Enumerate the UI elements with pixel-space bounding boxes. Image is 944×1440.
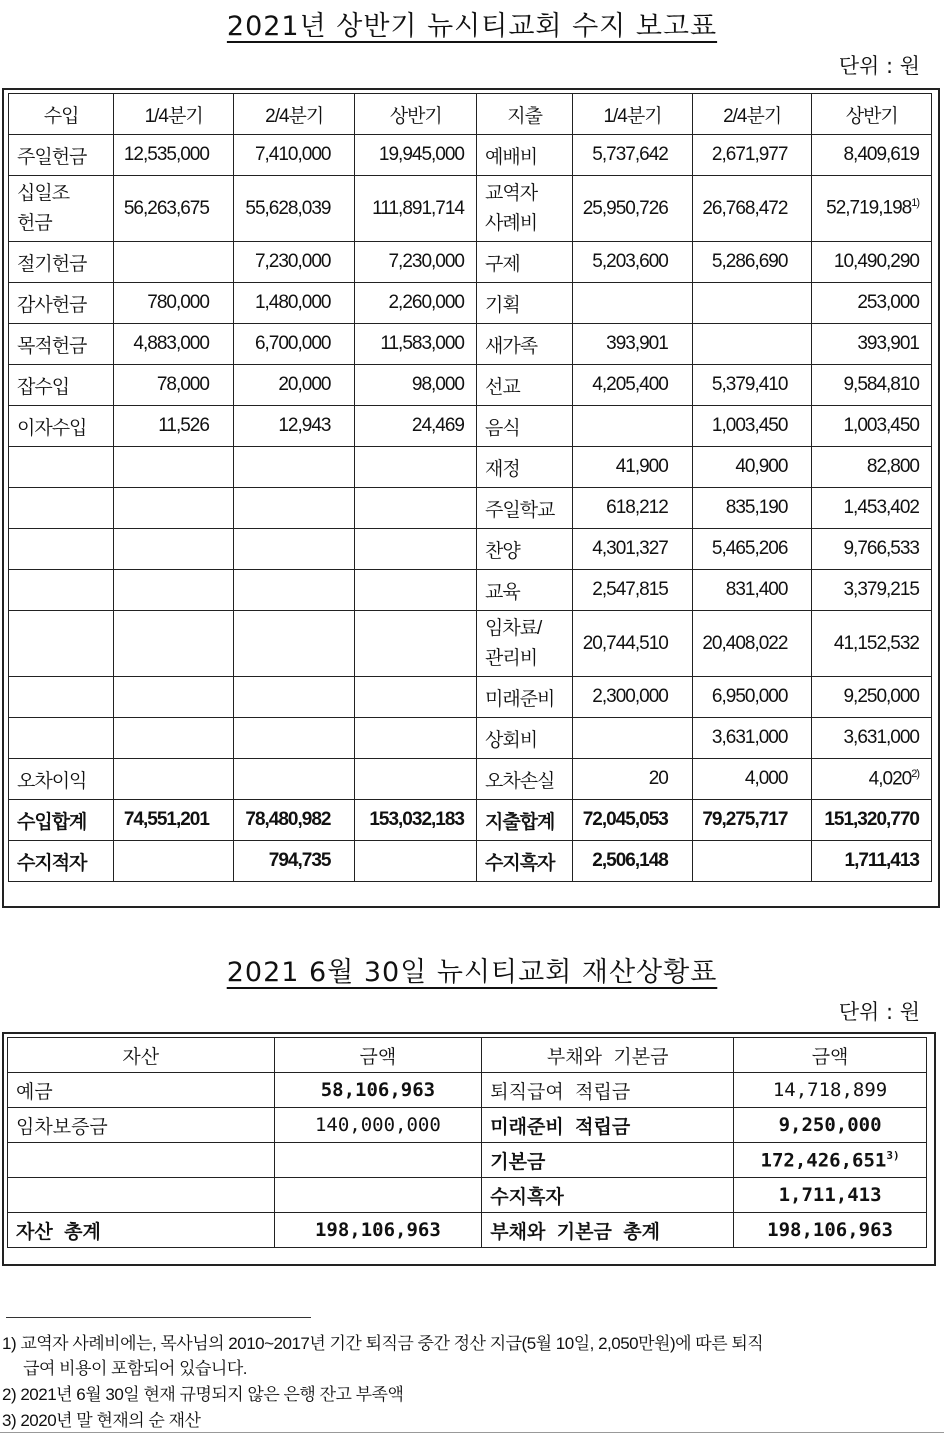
amount-cell <box>233 447 355 488</box>
row-label: 지출합계 <box>477 800 573 841</box>
amount-cell: 20 <box>573 759 693 800</box>
column-header: 2/4분기 <box>233 94 355 135</box>
amount-cell: 2,260,000 <box>355 283 477 324</box>
row-label: 주일학교 <box>477 488 573 529</box>
amount-cell <box>114 242 234 283</box>
amount-cell: 26,768,472 <box>692 176 812 242</box>
table-row <box>8 1178 927 1213</box>
amount-cell <box>233 529 355 570</box>
amount-cell: 4,301,327 <box>573 529 693 570</box>
asset-table <box>7 1037 927 1248</box>
row-label: 교역자 사례비 <box>477 176 573 242</box>
amount-cell: 20,408,022 <box>692 611 812 677</box>
table-row <box>9 488 932 529</box>
table-row <box>9 365 932 406</box>
report1-unit: 단위 : 원 <box>838 54 920 78</box>
footnote-3: 3) 2020년 말 현재의 순 재산 <box>2 1411 201 1430</box>
amount-cell: 4,883,000 <box>114 324 234 365</box>
amount-cell: 9,766,533 <box>812 529 932 570</box>
row-label: 부채와 기본금 총계 <box>482 1213 734 1248</box>
row-label: 재정 <box>477 447 573 488</box>
amount-cell: 5,737,642 <box>573 135 693 176</box>
row-label: 찬양 <box>477 529 573 570</box>
amount-cell: 7,230,000 <box>355 242 477 283</box>
row-label: 구제 <box>477 242 573 283</box>
row-label: 기획 <box>477 283 573 324</box>
amount-cell: 1,711,413 <box>734 1178 927 1213</box>
row-label: 퇴직급여 적립금 <box>482 1073 734 1108</box>
amount-cell: 780,000 <box>114 283 234 324</box>
amount-cell: 831,400 <box>692 570 812 611</box>
table-row <box>9 611 932 677</box>
table-row <box>9 759 932 800</box>
row-label: 예배비 <box>477 135 573 176</box>
amount-cell: 1,003,450 <box>692 406 812 447</box>
footnote-mark: 1) <box>911 197 919 210</box>
table-row <box>9 570 932 611</box>
amount-cell <box>355 447 477 488</box>
amount-cell: 52,719,198$^{1)}$ <box>812 176 932 242</box>
table-row <box>9 718 932 759</box>
row-label: 이자수입 <box>9 406 114 447</box>
row-label: 수지적자 <box>9 841 114 882</box>
row-label: 오차이익 <box>9 759 114 800</box>
report1-title: 2021년 상반기 뉴시티교회 수지 보고표 <box>226 11 718 42</box>
amount-cell <box>233 718 355 759</box>
row-label: 목적헌금 <box>9 324 114 365</box>
amount-cell: 10,490,290 <box>812 242 932 283</box>
row-label: 교육 <box>477 570 573 611</box>
row-label: 새가족 <box>477 324 573 365</box>
report2-unit: 단위 : 원 <box>838 1000 920 1024</box>
amount-cell: 393,901 <box>812 324 932 365</box>
amount-cell: 20,744,510 <box>573 611 693 677</box>
row-label: 감사헌금 <box>9 283 114 324</box>
amount-cell <box>355 488 477 529</box>
amount-cell: 19,945,000 <box>355 135 477 176</box>
column-header: 금액 <box>734 1038 927 1073</box>
amount-cell: 58,106,963 <box>274 1073 482 1108</box>
amount-cell: 79,275,717 <box>692 800 812 841</box>
row-label: 임차보증금 <box>8 1108 275 1143</box>
row-label: 주일헌금 <box>9 135 114 176</box>
table-row <box>9 242 932 283</box>
table-row <box>9 447 932 488</box>
amount-cell: 24,469 <box>355 406 477 447</box>
amount-cell: 7,230,000 <box>233 242 355 283</box>
amount-cell: 140,000,000 <box>274 1108 482 1143</box>
row-label: 수지흑자 <box>482 1178 734 1213</box>
page-bottom-line <box>0 1432 944 1433</box>
row-label: 수입합계 <box>9 800 114 841</box>
column-header: 1/4분기 <box>114 94 234 135</box>
row-label: 상회비 <box>477 718 573 759</box>
amount-cell: 11,583,000 <box>355 324 477 365</box>
amount-cell: 4,020$^{2)}$ <box>812 759 932 800</box>
row-label: 임차료/ 관리비 <box>477 611 573 677</box>
amount-cell: 5,465,206 <box>692 529 812 570</box>
amount-cell <box>233 759 355 800</box>
row-label <box>9 718 114 759</box>
amount-cell: 1,453,402 <box>812 488 932 529</box>
amount-cell: 618,212 <box>573 488 693 529</box>
amount-cell <box>233 570 355 611</box>
amount-cell <box>114 529 234 570</box>
column-header: 상반기 <box>812 94 932 135</box>
footnote-mark: 2) <box>911 767 919 780</box>
row-label <box>9 488 114 529</box>
amount-cell: 4,205,400 <box>573 365 693 406</box>
row-label <box>9 529 114 570</box>
amount-cell <box>114 447 234 488</box>
amount-cell <box>355 718 477 759</box>
amount-cell: 14,718,899 <box>734 1073 927 1108</box>
row-label: 음식 <box>477 406 573 447</box>
amount-cell: 3,379,215 <box>812 570 932 611</box>
amount-cell: 12,535,000 <box>114 135 234 176</box>
table-row <box>9 406 932 447</box>
footnote-1: 1) 교역자 사례비에는, 목사님의 2010~2017년 기간 퇴직금 중간 정산 지급(5월 10일, 2,050만원)에 따른 퇴직 <box>2 1334 764 1353</box>
table-row <box>9 529 932 570</box>
amount-cell: 2,506,148 <box>573 841 693 882</box>
amount-cell: 172,426,651$^{3)}$ <box>734 1143 927 1178</box>
amount-cell <box>114 759 234 800</box>
column-header: 지출 <box>477 94 573 135</box>
amount-cell: 1,480,000 <box>233 283 355 324</box>
footnote-mark: 3) <box>886 1148 900 1162</box>
amount-cell <box>355 759 477 800</box>
amount-cell: 3,631,000 <box>692 718 812 759</box>
row-label <box>9 677 114 718</box>
amount-cell: 5,286,690 <box>692 242 812 283</box>
footnote-2: 2) 2021년 6월 30일 현재 규명되지 않은 은행 잔고 부족액 <box>2 1385 404 1404</box>
amount-cell <box>233 677 355 718</box>
table-header-row <box>8 1038 927 1073</box>
amount-cell <box>355 570 477 611</box>
row-label: 오차손실 <box>477 759 573 800</box>
amount-cell <box>692 324 812 365</box>
income-expense-table <box>8 93 932 882</box>
amount-cell: 55,628,039 <box>233 176 355 242</box>
amount-cell: 56,263,675 <box>114 176 234 242</box>
column-header: 부채와 기본금 <box>482 1038 734 1073</box>
table-row <box>8 1108 927 1143</box>
amount-cell <box>573 406 693 447</box>
row-label <box>9 570 114 611</box>
amount-cell: 41,900 <box>573 447 693 488</box>
amount-cell: 74,551,201 <box>114 800 234 841</box>
amount-cell: 2,547,815 <box>573 570 693 611</box>
table-row <box>8 1143 927 1178</box>
amount-cell <box>355 677 477 718</box>
amount-cell: 82,800 <box>812 447 932 488</box>
amount-cell: 7,410,000 <box>233 135 355 176</box>
column-header: 2/4분기 <box>692 94 812 135</box>
table-row <box>9 677 932 718</box>
amount-cell <box>233 488 355 529</box>
amount-cell <box>114 488 234 529</box>
amount-cell: 3,631,000 <box>812 718 932 759</box>
row-label <box>8 1178 275 1213</box>
row-label: 선교 <box>477 365 573 406</box>
amount-cell <box>114 718 234 759</box>
footnote-divider <box>6 1317 311 1318</box>
amount-cell <box>355 529 477 570</box>
amount-cell: 9,250,000 <box>812 677 932 718</box>
amount-cell: 20,000 <box>233 365 355 406</box>
row-label: 자산 총계 <box>8 1213 275 1248</box>
amount-cell <box>355 611 477 677</box>
table-row <box>9 283 932 324</box>
report2-title: 2021 6월 30일 뉴시티교회 재산상황표 <box>226 957 718 988</box>
amount-cell: 2,300,000 <box>573 677 693 718</box>
amount-cell: 151,320,770 <box>812 800 932 841</box>
amount-cell: 4,000 <box>692 759 812 800</box>
amount-cell: 40,900 <box>692 447 812 488</box>
row-label: 예금 <box>8 1073 275 1108</box>
table-row <box>9 800 932 841</box>
amount-cell: 98,000 <box>355 365 477 406</box>
amount-cell: 1,711,413 <box>812 841 932 882</box>
amount-cell <box>274 1178 482 1213</box>
amount-cell: 78,000 <box>114 365 234 406</box>
column-header: 수입 <box>9 94 114 135</box>
table-row <box>9 324 932 365</box>
amount-cell: 198,106,963 <box>734 1213 927 1248</box>
amount-cell: 41,152,532 <box>812 611 932 677</box>
column-header: 자산 <box>8 1038 275 1073</box>
amount-cell <box>274 1143 482 1178</box>
row-label: 수지흑자 <box>477 841 573 882</box>
amount-cell <box>114 611 234 677</box>
amount-cell: 835,190 <box>692 488 812 529</box>
column-header: 상반기 <box>355 94 477 135</box>
amount-cell: 12,943 <box>233 406 355 447</box>
amount-cell: 253,000 <box>812 283 932 324</box>
amount-cell: 5,203,600 <box>573 242 693 283</box>
footnote-1-cont: 급여 비용이 포함되어 있습니다. <box>2 1359 247 1378</box>
amount-cell <box>692 841 812 882</box>
row-label: 미래준비 <box>477 677 573 718</box>
amount-cell <box>573 718 693 759</box>
table-header-row <box>9 94 932 135</box>
amount-cell: 198,106,963 <box>274 1213 482 1248</box>
amount-cell: 6,700,000 <box>233 324 355 365</box>
amount-cell: 9,250,000 <box>734 1108 927 1143</box>
table-row <box>8 1213 927 1248</box>
amount-cell: 1,003,450 <box>812 406 932 447</box>
row-label: 절기헌금 <box>9 242 114 283</box>
table-row <box>8 1073 927 1108</box>
row-label: 기본금 <box>482 1143 734 1178</box>
amount-cell <box>114 841 234 882</box>
amount-cell: 153,032,183 <box>355 800 477 841</box>
amount-cell: 393,901 <box>573 324 693 365</box>
table-row <box>9 176 932 242</box>
amount-cell: 9,584,810 <box>812 365 932 406</box>
amount-cell <box>692 283 812 324</box>
amount-cell <box>355 841 477 882</box>
row-label <box>9 447 114 488</box>
amount-cell: 6,950,000 <box>692 677 812 718</box>
column-header: 금액 <box>274 1038 482 1073</box>
amount-cell: 2,671,977 <box>692 135 812 176</box>
row-label <box>8 1143 275 1178</box>
row-label <box>9 611 114 677</box>
amount-cell <box>114 677 234 718</box>
row-label: 십일조 헌금 <box>9 176 114 242</box>
amount-cell <box>233 611 355 677</box>
amount-cell: 794,735 <box>233 841 355 882</box>
amount-cell: 78,480,982 <box>233 800 355 841</box>
amount-cell: 72,045,053 <box>573 800 693 841</box>
amount-cell: 8,409,619 <box>812 135 932 176</box>
row-label: 미래준비 적립금 <box>482 1108 734 1143</box>
table-row <box>9 841 932 882</box>
column-header: 1/4분기 <box>573 94 693 135</box>
amount-cell: 11,526 <box>114 406 234 447</box>
amount-cell: 25,950,726 <box>573 176 693 242</box>
amount-cell: 111,891,714 <box>355 176 477 242</box>
amount-cell <box>573 283 693 324</box>
amount-cell: 5,379,410 <box>692 365 812 406</box>
table-row <box>9 135 932 176</box>
row-label: 잡수입 <box>9 365 114 406</box>
amount-cell <box>114 570 234 611</box>
